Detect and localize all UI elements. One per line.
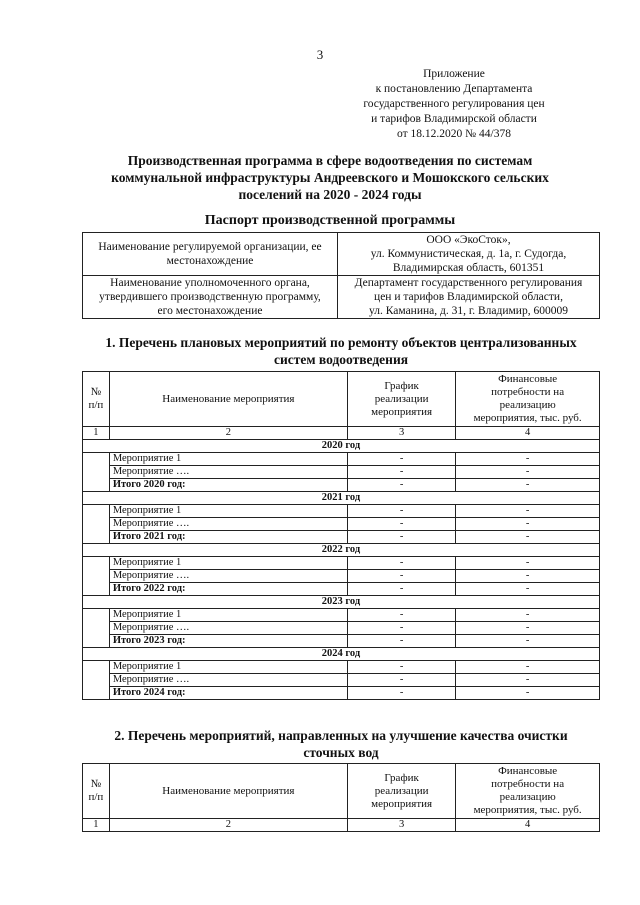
column-number: 3 [347, 819, 455, 832]
table-row [83, 570, 600, 583]
table-row [83, 557, 600, 570]
header-row [83, 764, 600, 819]
finance-value: - [456, 583, 600, 596]
column-number: 4 [456, 427, 600, 440]
document-title [80, 152, 580, 203]
schedule-value: - [347, 453, 455, 466]
appendix-line: государственного регулирования цен [363, 98, 545, 110]
title-line: 2. Перечень мероприятий, направленных на улучшение качества очистки [114, 728, 568, 743]
passport-value [338, 276, 600, 319]
table-row [83, 453, 600, 466]
value-line: Владимирская область, 601351 [392, 262, 545, 274]
schedule-value: - [347, 583, 455, 596]
repair-measures-table [82, 371, 600, 700]
table-row [83, 609, 600, 622]
table-row [83, 505, 600, 518]
passport-label [83, 233, 338, 276]
measure-name: Мероприятие 1 [109, 505, 347, 518]
schedule-value: - [347, 557, 455, 570]
appendix-line: и тарифов Владимирской области [371, 113, 537, 125]
value-line: Департамент государственного регулирования [354, 277, 583, 289]
year-row [83, 596, 600, 609]
label-line: Наименование регулируемой организации, ее [98, 241, 322, 253]
year-row [83, 492, 600, 505]
finance-value: - [456, 479, 600, 492]
section2-title [82, 727, 600, 761]
finance-value: - [456, 661, 600, 674]
label-line: утвердившего производственную программу, [99, 291, 321, 303]
column-header: Наименование мероприятия [109, 372, 347, 427]
column-number-row [83, 819, 600, 832]
schedule-value: - [347, 622, 455, 635]
total-row [83, 635, 600, 648]
number-cell [83, 505, 110, 544]
number-cell [83, 661, 110, 700]
title-line: коммунальной инфраструктуры Андреевского и Мошокского сельских [111, 170, 549, 185]
passport-value [338, 233, 600, 276]
table-row [83, 661, 600, 674]
section1-title [82, 334, 600, 368]
appendix-block [324, 67, 584, 142]
column-number: 1 [83, 819, 110, 832]
year-label: 2021 год [83, 492, 600, 505]
passport-title: Паспорт производственной программы [204, 213, 456, 228]
finance-value: - [456, 635, 600, 648]
schedule-value: - [347, 518, 455, 531]
finance-value: - [456, 518, 600, 531]
measure-name: Мероприятие …. [109, 622, 347, 635]
column-header: Финансовые потребности на реализацию мероприятия, тыс. руб. [456, 764, 600, 819]
total-row [83, 531, 600, 544]
table-row [83, 518, 600, 531]
measure-name: Мероприятие 1 [109, 453, 347, 466]
finance-value: - [456, 453, 600, 466]
column-number: 2 [109, 819, 347, 832]
header-row [83, 372, 600, 427]
label-line: его местонахождение [157, 305, 263, 317]
table-row [83, 466, 600, 479]
passport-table [82, 232, 600, 319]
schedule-value: - [347, 661, 455, 674]
column-header: График реализации мероприятия [347, 372, 455, 427]
year-label: 2023 год [83, 596, 600, 609]
year-label: 2020 год [83, 440, 600, 453]
year-label: 2022 год [83, 544, 600, 557]
year-row [83, 544, 600, 557]
column-number: 1 [83, 427, 110, 440]
measure-name: Итого 2023 год: [109, 635, 347, 648]
schedule-value: - [347, 505, 455, 518]
value-line: ООО «ЭкоСток», [426, 234, 511, 246]
measure-name: Итого 2024 год: [109, 687, 347, 700]
title-line: систем водоотведения [273, 352, 409, 367]
measure-name: Мероприятие …. [109, 570, 347, 583]
schedule-value: - [347, 635, 455, 648]
schedule-value: - [347, 609, 455, 622]
title-line: 1. Перечень плановых мероприятий по ремонту объектов централизованных [105, 335, 577, 350]
cleaning-measures-table [82, 763, 600, 832]
passport-label [83, 276, 338, 319]
total-row [83, 687, 600, 700]
column-header: График реализации мероприятия [347, 764, 455, 819]
appendix-line: Приложение [423, 68, 485, 80]
finance-value: - [456, 674, 600, 687]
finance-value: - [456, 505, 600, 518]
measure-name: Мероприятие …. [109, 674, 347, 687]
schedule-value: - [347, 466, 455, 479]
measure-name: Мероприятие 1 [109, 609, 347, 622]
year-row [83, 440, 600, 453]
finance-value: - [456, 570, 600, 583]
total-row [83, 583, 600, 596]
passport-row [83, 276, 600, 319]
finance-value: - [456, 609, 600, 622]
column-header: № п/п [83, 764, 110, 819]
schedule-value: - [347, 674, 455, 687]
appendix-line: к постановлению Департамента [375, 83, 533, 95]
label-line: Наименование уполномоченного органа, [110, 277, 310, 289]
number-cell [83, 557, 110, 596]
year-label: 2024 год [83, 648, 600, 661]
finance-value: - [456, 557, 600, 570]
schedule-value: - [347, 531, 455, 544]
measure-name: Мероприятие 1 [109, 661, 347, 674]
column-number: 2 [109, 427, 347, 440]
column-header: Наименование мероприятия [109, 764, 347, 819]
measure-name: Итого 2022 год: [109, 583, 347, 596]
column-header: № п/п [83, 372, 110, 427]
finance-value: - [456, 466, 600, 479]
value-line: цен и тарифов Владимирской области, [374, 291, 563, 303]
total-row [83, 479, 600, 492]
year-row [83, 648, 600, 661]
measure-name: Итого 2020 год: [109, 479, 347, 492]
measure-name: Мероприятие …. [109, 466, 347, 479]
title-line: сточных вод [303, 745, 379, 760]
label-line: местонахождение [166, 255, 254, 267]
table-row [83, 622, 600, 635]
column-number: 3 [347, 427, 455, 440]
schedule-value: - [347, 479, 455, 492]
measure-name: Итого 2021 год: [109, 531, 347, 544]
title-line: поселений на 2020 - 2024 годы [238, 187, 422, 202]
column-number-row [83, 427, 600, 440]
schedule-value: - [347, 570, 455, 583]
number-cell [83, 609, 110, 648]
appendix-line: от 18.12.2020 № 44/378 [397, 128, 511, 140]
column-header: Финансовые потребности на реализацию мероприятия, тыс. руб. [456, 372, 600, 427]
column-number: 4 [456, 819, 600, 832]
title-line: Производственная программа в сфере водоотведения по системам [127, 153, 533, 168]
finance-value: - [456, 622, 600, 635]
finance-value: - [456, 531, 600, 544]
number-cell [83, 453, 110, 492]
measure-name: Мероприятие 1 [109, 557, 347, 570]
measure-name: Мероприятие …. [109, 518, 347, 531]
value-line: ул. Коммунистическая, д. 1а, г. Судогда, [370, 248, 567, 260]
table-row [83, 674, 600, 687]
schedule-value: - [347, 687, 455, 700]
page-number: 3 [316, 47, 324, 62]
value-line: ул. Каманина, д. 31, г. Владимир, 600009 [369, 305, 568, 317]
finance-value: - [456, 687, 600, 700]
passport-row [83, 233, 600, 276]
